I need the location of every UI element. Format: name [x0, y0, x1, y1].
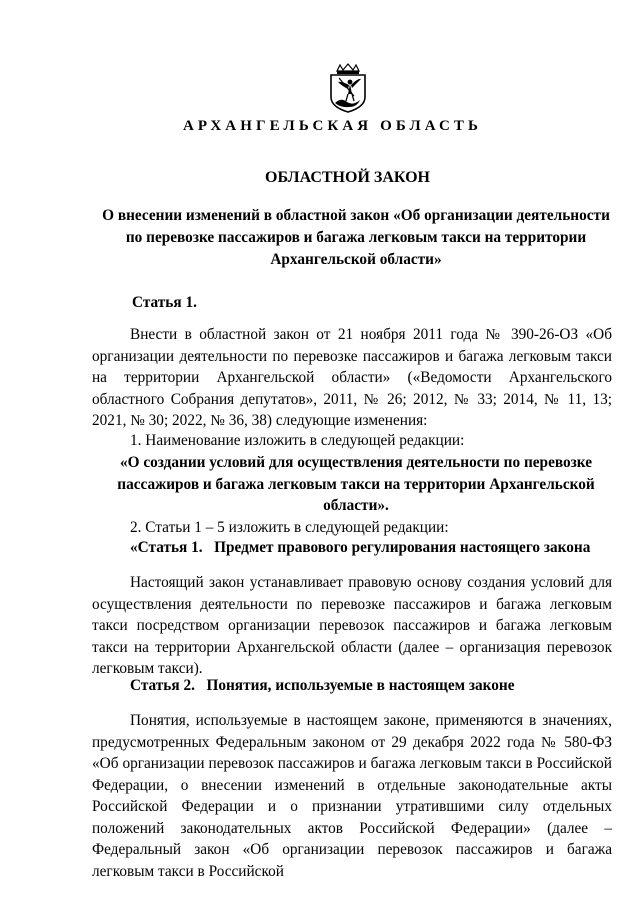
coat-of-arms-emblem-icon — [327, 63, 369, 113]
item-1-text: 1. Наименование изложить в следующей редакции: — [130, 432, 465, 449]
new-article-2-heading: Статья 2. Понятия, используемые в настоящем законе — [130, 677, 515, 694]
article-1-intro: Внести в областной закон от 21 ноября 2011 года № 390-26-ОЗ «Об организации деятельности по перевозке пассажиров и багажа легковым такси на территории Архангельской области» («Ведомости Архангельского областного Собрания депутатов», 2011, № 26; 2012, № 33; 2014, № 11, 13; 2021, № 30; 2022, № 36, 38) следующие изменения: — [92, 326, 612, 429]
new-article-1-heading: «Статья 1. Предмет правового регулирования настоящего закона — [130, 539, 591, 556]
new-article-1-text: Настоящий закон устанавливает правовую основу создания условий для осуществления деятельности по перевозке пассажиров и багажа легковым такси посредством организации перевозок пассажиров и багажа легковым такси на территории Архангельской области (далее – организация перевозок легковым такси). — [92, 574, 612, 677]
article-1-heading: Статья 1. — [132, 294, 197, 311]
new-article-2-text: Понятия, используемые в настоящем законе, применяются в значениях, предусмотренных Федеральным законом от 29 декабря 2022 года № 580-ФЗ «Об организации перевозок пассажиров и багажа легковым такси в Российской Федерации, о внесении изменений в отдельные законодательные акты Российской Федерации и о признании утратившими силу отдельных положений законодательных актов Российской Федерации» (далее – Федеральный закон «Об организации перевозок пассажиров и багажа легковым такси в Российской — [92, 712, 612, 880]
item-1-new-title: «О создании условий для осуществления деятельности по перевозке пассажиров и багажа легковым такси на территории Архангельской области». — [117, 454, 595, 514]
item-2-text: 2. Статьи 1 – 5 изложить в следующей редакции: — [130, 519, 449, 536]
law-title: О внесении изменений в областной закон «Об организации деятельности по перевозке пассажиров и багажа легковым такси на территории Архангельской области» — [102, 207, 610, 268]
region-title: АРХАНГЕЛЬСКАЯ ОБЛАСТЬ — [182, 118, 483, 134]
law-type-heading: ОБЛАСТНОЙ ЗАКОН — [265, 169, 430, 186]
